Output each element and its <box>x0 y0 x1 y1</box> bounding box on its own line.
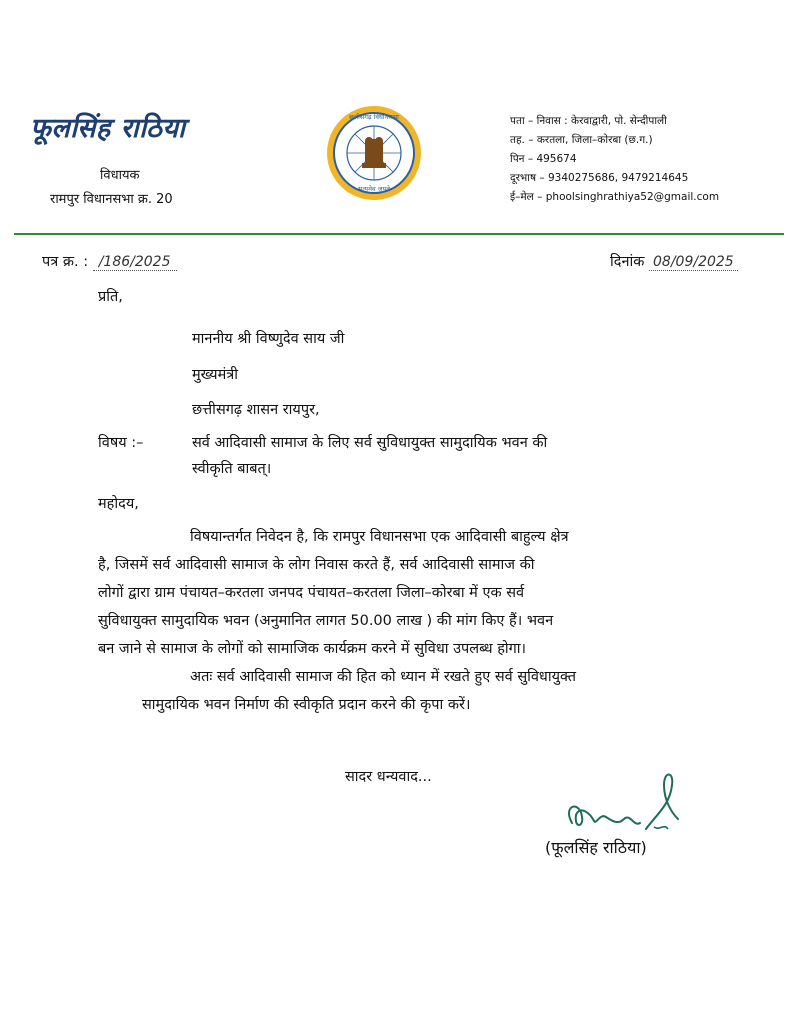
letter-date-value: 08/09/2025 <box>649 254 738 271</box>
address-block <box>510 112 719 207</box>
subject-line-1: सर्व आदिवासी सामाज के लिए सर्व सुविधायुक्त सामुदायिक भवन की <box>192 435 548 451</box>
subject-line-2: स्वीकृति बाबत्। <box>192 461 272 477</box>
recipient-name: माननीय श्री विष्णुदेव साय जी <box>192 331 345 347</box>
emblem-bottom-text: सत्यमेव जयते <box>358 185 390 193</box>
para1-line-1: विषयान्तर्गत निवेदन है, कि रामपुर विधानसभा एक आदिवासी बाहुल्य क्षेत्र <box>190 529 569 545</box>
para2-line-1: अतः सर्व आदिवासी सामाज की हित को ध्यान में रखते हुए सर्व सुविधायुक्त <box>190 669 577 685</box>
subject-label: विषय :– <box>98 435 144 451</box>
letter-date: दिनांक 08/09/2025 <box>610 248 738 276</box>
emblem-top-text: छत्तीसगढ़ विधानसभा <box>349 113 399 121</box>
address-line-3: पिन – 495674 <box>510 153 577 165</box>
recipient-title: मुख्यमंत्री <box>192 367 238 383</box>
constituency: रामपुर विधानसभा क्र. 20 <box>50 192 173 207</box>
signatory-name: (फूलसिंह राठिया) <box>545 838 647 857</box>
recipient-prefix: प्रति, <box>98 289 123 305</box>
para1-line-5: बन जाने से सामाज के लोगों को सामाजिक कार्यक्रम करने में सुविधा उपलब्ध होगा। <box>98 641 527 657</box>
letter-ref: पत्र क्र. : /186/2025 <box>42 248 177 276</box>
para1-line-2: है, जिसमें सर्व आदिवासी सामाज के लोग निवास करते हैं, सर्व आदिवासी सामाज की <box>98 557 535 573</box>
assembly-emblem-icon <box>318 103 430 203</box>
designation: विधायक <box>100 168 140 183</box>
signature-scribble <box>560 765 710 845</box>
salutation: महोदय, <box>98 496 139 512</box>
closing: सादर धन्यवाद... <box>345 769 432 785</box>
address-line-2: तह. – करतला, जिला–कोरबा (छ.ग.) <box>510 134 653 146</box>
letter-ref-number: /186/2025 <box>93 254 177 271</box>
mla-name: फूलसिंह राठिया <box>30 113 186 144</box>
address-line-1: पता – निवास : केरवाद्वारी, पो. सेन्दीपाली <box>510 115 667 127</box>
paragraph-1 <box>98 523 718 663</box>
para1-line-3: लोगों द्वारा ग्राम पंचायत–करतला जनपद पंचायत–करतला जिला–कोरबा में एक सर्व <box>98 585 525 601</box>
recipient-office: छत्तीसगढ़ शासन रायपुर, <box>192 402 320 418</box>
para2-line-2: सामुदायिक भवन निर्माण की स्वीकृति प्रदान करने की कृपा करें। <box>142 697 471 713</box>
header-divider <box>14 233 784 235</box>
address-line-4: दूरभाष – 9340275686, 9479214645 <box>510 172 689 184</box>
address-line-5: ई–मेल – phoolsinghrathiya52@gmail.com <box>510 191 720 203</box>
para1-line-4: सुविधायुक्त सामुदायिक भवन (अनुमानित लागत 50.00 लाख ) की मांग किए हैं। भवन <box>98 613 554 629</box>
